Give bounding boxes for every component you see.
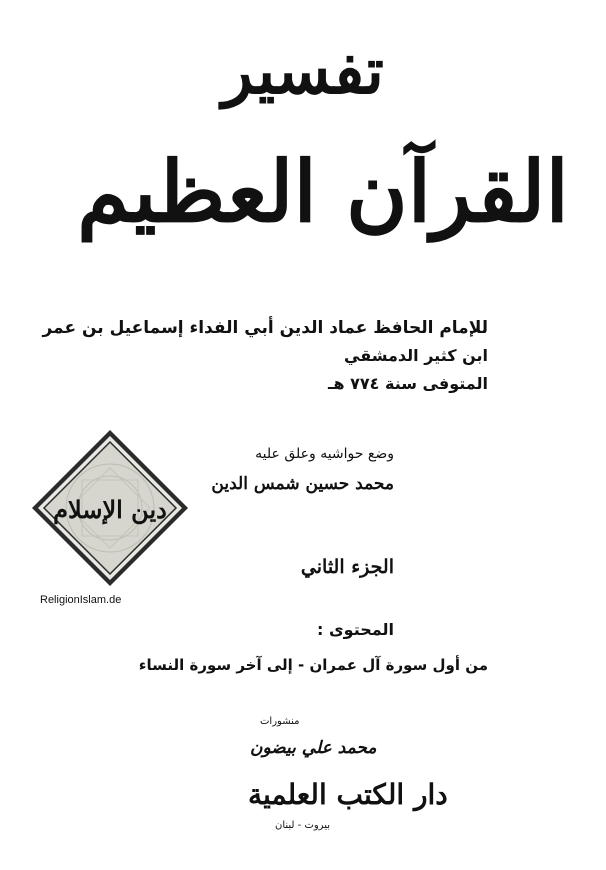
publisher-name: دار الكتب العلمية [248,778,448,811]
author-line: للإمام الحافظ عماد الدين أبي الفداء إسماعيل بن عمر [42,318,488,338]
contents-text: من أول سورة آل عمران - إلى آخر سورة النساء [138,656,488,674]
contents-label: المحتوى : [317,620,394,639]
diamond-emblem-icon [30,428,190,588]
author-name: ابن كثير الدمشقي [344,346,488,365]
annotation-label: وضع حواشيه وعلق عليه [255,446,394,462]
publisher-signature: محمد علي بيضون [250,738,377,758]
book-title: تفسير [222,34,384,109]
death-year: المتوفى سنة ٧٧٤ هـ [328,374,488,393]
logo-url: ReligionIslam.de [40,594,122,606]
publisher-label: منشورات [260,716,300,727]
book-subtitle: القرآن العظيم [77,142,569,241]
annotator-name: محمد حسين شمس الدين [211,474,394,494]
religionislam-logo [30,428,190,588]
svg-text:دين الإسلام: دين الإسلام [53,495,167,524]
volume-label: الجزء الثاني [300,556,394,578]
publisher-city: بيروت - لبنان [275,820,330,831]
